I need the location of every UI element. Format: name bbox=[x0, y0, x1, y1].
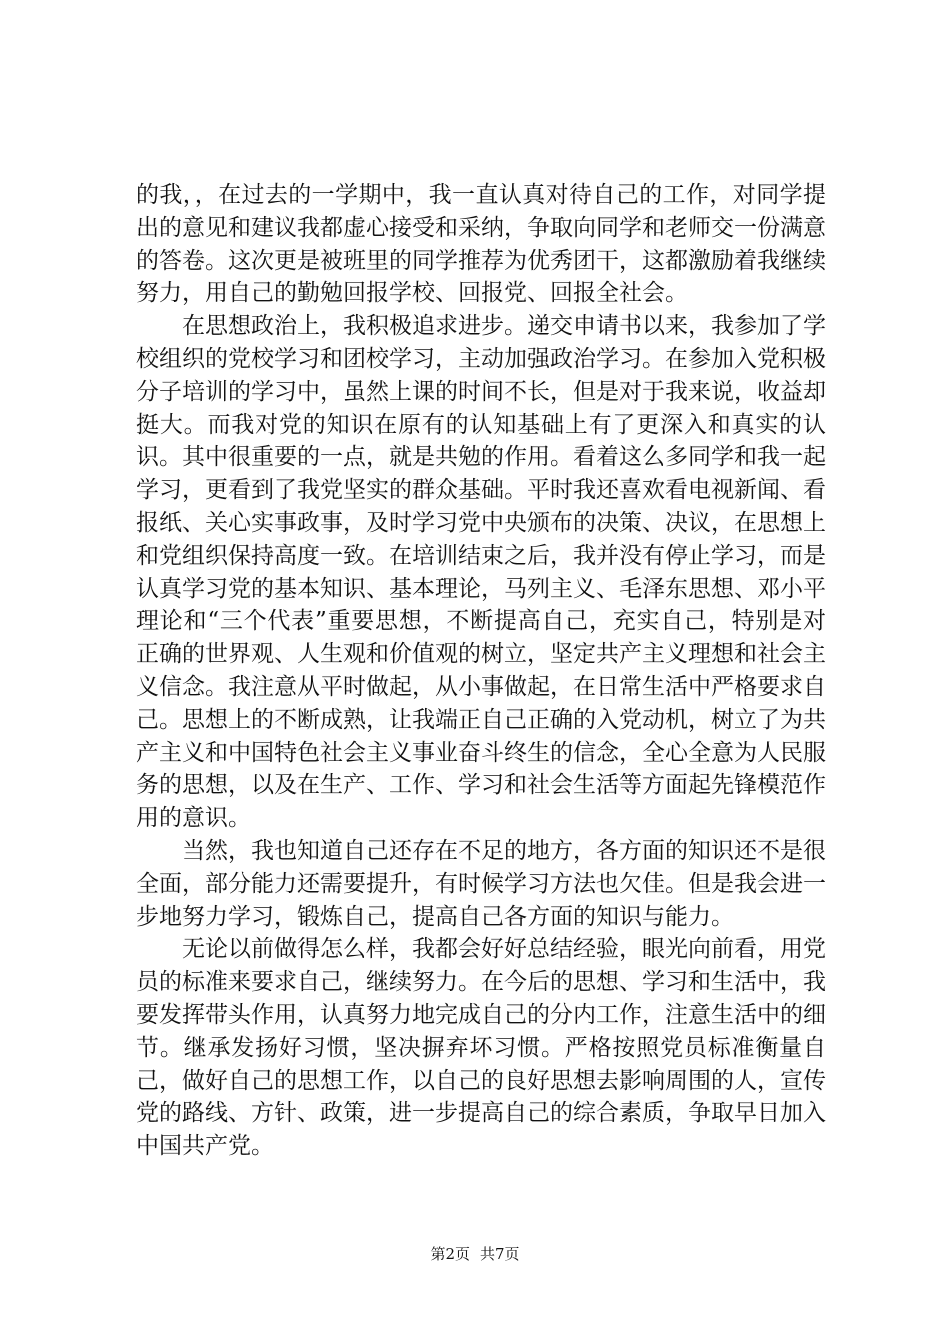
paragraph-4: 无论以前做得怎么样，我都会好好总结经验，眼光向前看，用党员的标准来要求自己，继续努力。在今后的思想、学习和生活中，我要发挥带头作用，认真努力地完成自己的分内工作，注意生活中的细节。继承发扬好习惯，坚决摒弃坏习惯。严格按照党员标准衡量自己，做好自己的思想工作，以自己的良好思想去影响周围的人，宣传党的路线、方针、政策，进一步提高自己的综合素质，争取早日加入中国共产党。 bbox=[136, 936, 826, 1160]
page-number-current: 第2页 bbox=[430, 1245, 470, 1263]
page-number-total: 共7页 bbox=[480, 1245, 520, 1263]
paragraph-2: 在思想政治上，我积极追求进步。递交申请书以来，我参加了学校组织的党校学习和团校学习，主动加强政治学习。在参加入党积极分子培训的学习中，虽然上课的时间不长，但是对于我来说，收益却挺大。而我对党的知识在原有的认知基础上有了更深入和真实的认识。其中很重要的一点，就是共勉的作用。看着这么多同学和我一起学习，更看到了我党坚实的群众基础。平时我还喜欢看电视新闻、看报纸、关心实事政事，及时学习党中央颁布的决策、决议，在思想上和党组织保持高度一致。在培训结束之后，我并没有停止学习，而是认真学习党的基本知识、基本理论，马列主义、毛泽东思想、邓小平理论和“三个代表”重要思想，不断提高自己，充实自己，特别是对正确的世界观、人生观和价值观的树立，坚定共产主义理想和社会主义信念。我注意从平时做起，从小事做起，在日常生活中严格要求自己。思想上的不断成熟，让我端正自己正确的入党动机，树立了为共产主义和中国特色社会主义事业奋斗终生的信念，全心全意为人民服务的思想，以及在生产、工作、学习和社会生活等方面起先锋模范作用的意识。 bbox=[136, 313, 826, 832]
document-body bbox=[136, 179, 826, 1163]
paragraph-1: 的我，，在过去的一学期中，我一直认真对待自己的工作，对同学提出的意见和建议我都虚心接受和采纳，争取向同学和老师交一份满意的答卷。这次更是被班里的同学推荐为优秀团干，这都激励着我继续努力，用自己的勤勉回报学校、回报党、回报全社会。 bbox=[136, 182, 826, 307]
page-footer bbox=[0, 1244, 950, 1264]
paragraph-3: 当然，我也知道自己还存在不足的地方，各方面的知识还不是很全面，部分能力还需要提升，有时候学习方法也欠佳。但是我会进一步地努力学习，锻炼自己，提高自己各方面的知识与能力。 bbox=[136, 837, 826, 930]
